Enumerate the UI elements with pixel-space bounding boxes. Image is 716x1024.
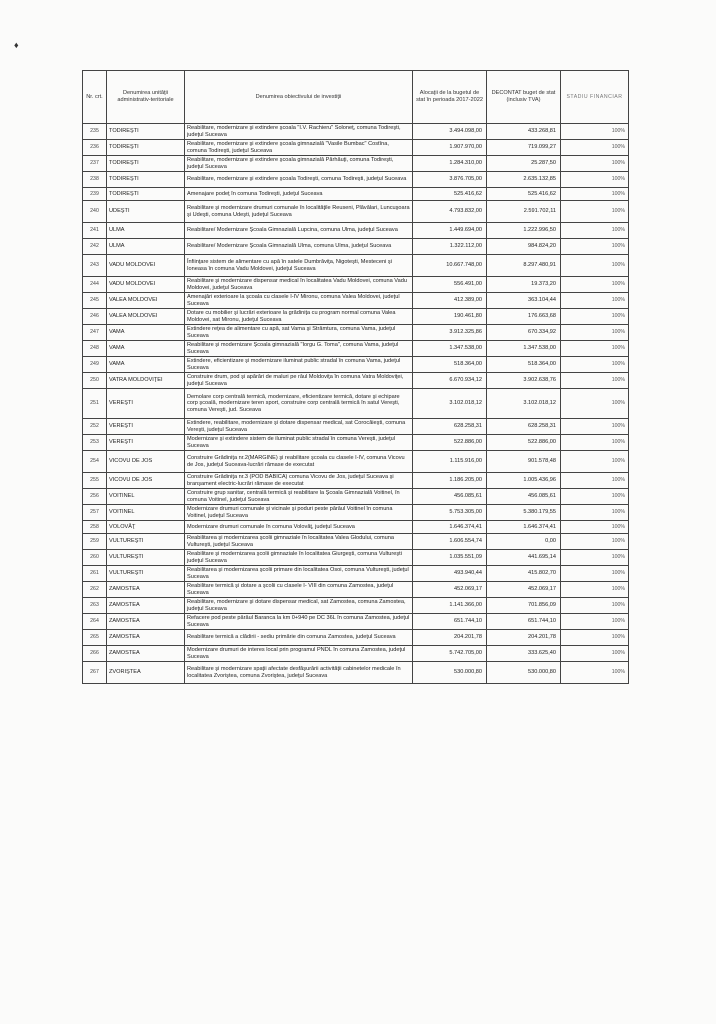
row-nr: 260 <box>83 550 107 566</box>
row-nr: 243 <box>83 255 107 277</box>
row-alocatii: 651.744,10 <box>413 614 487 630</box>
row-nr: 262 <box>83 582 107 598</box>
table-row <box>83 357 629 373</box>
table-row <box>83 255 629 277</box>
row-alocatii: 1.284.310,00 <box>413 156 487 172</box>
row-obiectiv: Modernizare drumuri comunale şi vicinale şi poduri peste pârâul Voitinel în comuna Voitinel, judeţul Suceava <box>185 505 413 521</box>
row-uat: VALEA MOLDOVEI <box>107 309 185 325</box>
row-decontat: 2.635.132,85 <box>487 172 561 188</box>
row-uat: VULTUREŞTI <box>107 534 185 550</box>
row-stadiu: 100% <box>561 156 629 172</box>
row-decontat: 176.663,68 <box>487 309 561 325</box>
row-uat: ZAMOSTEA <box>107 630 185 646</box>
row-alocatii: 1.449.694,00 <box>413 223 487 239</box>
row-nr: 244 <box>83 277 107 293</box>
row-uat: VAMA <box>107 325 185 341</box>
row-alocatii: 4.793.832,00 <box>413 201 487 223</box>
header-decontat: DECONTAT buget de stat (inclusiv TVA) <box>487 71 561 124</box>
row-uat: VULTUREŞTI <box>107 550 185 566</box>
row-decontat: 984.824,20 <box>487 239 561 255</box>
row-decontat: 525.416,62 <box>487 188 561 201</box>
row-uat: ZAMOSTEA <box>107 598 185 614</box>
row-nr: 246 <box>83 309 107 325</box>
row-nr: 240 <box>83 201 107 223</box>
row-stadiu: 100% <box>561 582 629 598</box>
row-alocatii: 6.670.934,12 <box>413 373 487 389</box>
row-uat: ZAMOSTEA <box>107 646 185 662</box>
row-stadiu: 100% <box>561 550 629 566</box>
row-obiectiv: Reabilitare şi modernizare dispensar medical în localitatea Vadu Moldovei, comuna Vadu Moldovei, judeţul Suceava <box>185 277 413 293</box>
row-alocatii: 10.667.748,00 <box>413 255 487 277</box>
row-uat: TODIREŞTI <box>107 188 185 201</box>
table-row <box>83 188 629 201</box>
row-decontat: 901.578,48 <box>487 451 561 473</box>
row-stadiu: 100% <box>561 662 629 684</box>
row-stadiu: 100% <box>561 646 629 662</box>
row-decontat: 518.364,00 <box>487 357 561 373</box>
row-stadiu: 100% <box>561 451 629 473</box>
row-uat: VEREŞTI <box>107 389 185 419</box>
row-stadiu: 100% <box>561 201 629 223</box>
row-alocatii: 525.416,62 <box>413 188 487 201</box>
row-decontat: 1.005.436,96 <box>487 473 561 489</box>
row-stadiu: 100% <box>561 534 629 550</box>
row-obiectiv: Reabilitare, modernizare şi extindere şcoala Todireşti, comuna Todireşti, judeţul Suceava <box>185 172 413 188</box>
row-nr: 248 <box>83 341 107 357</box>
row-decontat: 670.334,92 <box>487 325 561 341</box>
table-row <box>83 140 629 156</box>
row-nr: 265 <box>83 630 107 646</box>
header-alocatii: Alocaţii de la bugetul de stat în perioada 2017-2022 <box>413 71 487 124</box>
table-row <box>83 223 629 239</box>
row-obiectiv: Construire Grădiniţa nr.3 (POD BABICA) comuna Vicovu de Jos, judeţul Suceava şi branşament electric-lucrări rămase de executat <box>185 473 413 489</box>
row-obiectiv: Reabilitare şi modernizare drumuri comunale în localităţile Reuseni, Plăvălari, Luncuşoara şi Udeşti, comuna Udeşti, judeţul Suceava <box>185 201 413 223</box>
row-obiectiv: Dotare cu mobilier şi lucrări exterioare la grădiniţa cu program normal comuna Valea Moldovei, sat Mironu, judeţul Suceava <box>185 309 413 325</box>
table-row <box>83 505 629 521</box>
row-stadiu: 100% <box>561 255 629 277</box>
table-row <box>83 293 629 309</box>
row-nr: 238 <box>83 172 107 188</box>
row-obiectiv: Demolare corp centrală termică, modernizare, eficientizare termică, dotare şi echipare corp şcoală, modernizare teren sport, construire corp centrală termică în satul Vereşti, comuna Vereşti, jud. Suceava <box>185 389 413 419</box>
row-alocatii: 1.186.205,00 <box>413 473 487 489</box>
row-stadiu: 100% <box>561 505 629 521</box>
table-row <box>83 172 629 188</box>
row-stadiu: 100% <box>561 309 629 325</box>
row-nr: 235 <box>83 124 107 140</box>
row-uat: VEREŞTI <box>107 419 185 435</box>
row-stadiu: 100% <box>561 239 629 255</box>
row-decontat: 415.802,70 <box>487 566 561 582</box>
row-obiectiv: Înfiinţare sistem de alimentare cu apă în satele Dumbrăviţa, Nigoteşti, Mesteceni şi Ioneasa în comuna Vadu Moldovei, judeţul Suceava <box>185 255 413 277</box>
row-uat: TODIREŞTI <box>107 140 185 156</box>
row-nr: 249 <box>83 357 107 373</box>
row-uat: VICOVU DE JOS <box>107 451 185 473</box>
row-uat: VATRA MOLDOVIŢEI <box>107 373 185 389</box>
row-alocatii: 1.141.366,00 <box>413 598 487 614</box>
table-row <box>83 473 629 489</box>
row-nr: 258 <box>83 521 107 534</box>
header-nr: Nr. crt. <box>83 71 107 124</box>
table-row <box>83 341 629 357</box>
row-obiectiv: Amenajare podeţ în comuna Todireşti, judeţul Suceava <box>185 188 413 201</box>
table-row <box>83 277 629 293</box>
row-obiectiv: Extindere, reabilitare, modernizare şi dotare dispensar medical, sat Corocăieşti, comuna Vereşti, judeţul Suceava <box>185 419 413 435</box>
row-alocatii: 5.742.705,00 <box>413 646 487 662</box>
row-nr: 261 <box>83 566 107 582</box>
table-row <box>83 389 629 419</box>
row-stadiu: 100% <box>561 521 629 534</box>
row-alocatii: 3.102.018,12 <box>413 389 487 419</box>
row-uat: TODIREŞTI <box>107 156 185 172</box>
row-obiectiv: Reabilitare, modernizare şi extindere şcoala gimnazială "Vasile Bumbac" Costîna, comuna Todireşti, judeţul Suceava <box>185 140 413 156</box>
row-alocatii: 1.606.554,74 <box>413 534 487 550</box>
row-uat: VOLOVĂŢ <box>107 521 185 534</box>
row-stadiu: 100% <box>561 293 629 309</box>
row-obiectiv: Reabilitare, modernizare şi extindere şcoala "I.V. Rachieru" Soloneţ, comuna Todireşti, judeţul Suceava <box>185 124 413 140</box>
row-alocatii: 493.940,44 <box>413 566 487 582</box>
row-decontat: 0,00 <box>487 534 561 550</box>
row-uat: VEREŞTI <box>107 435 185 451</box>
row-uat: VADU MOLDOVEI <box>107 277 185 293</box>
row-obiectiv: Construire grup sanitar, centrală termică şi reabilitare la Şcoala Gimnazială Voitinel, în comuna Voitinel, judeţul Suceava <box>185 489 413 505</box>
investment-table <box>82 70 629 684</box>
header-obiectiv: Denumirea obiectivului de investiţii <box>185 71 413 124</box>
table-row <box>83 373 629 389</box>
row-nr: 247 <box>83 325 107 341</box>
row-stadiu: 100% <box>561 277 629 293</box>
row-alocatii: 456.085,61 <box>413 489 487 505</box>
row-alocatii: 1.907.970,00 <box>413 140 487 156</box>
row-alocatii: 530.000,80 <box>413 662 487 684</box>
row-nr: 267 <box>83 662 107 684</box>
row-decontat: 25.287,50 <box>487 156 561 172</box>
row-nr: 266 <box>83 646 107 662</box>
row-decontat: 2.591.702,11 <box>487 201 561 223</box>
row-uat: TODIREŞTI <box>107 124 185 140</box>
row-stadiu: 100% <box>561 566 629 582</box>
row-alocatii: 1.646.374,41 <box>413 521 487 534</box>
row-nr: 241 <box>83 223 107 239</box>
row-stadiu: 100% <box>561 419 629 435</box>
table-row <box>83 124 629 140</box>
row-nr: 245 <box>83 293 107 309</box>
row-obiectiv: Reabilitare şi modernizare spaţii afectate desfăşurării activităţii cabinetelor medicale în localitatea Zvoriştea, comuna Zvoriştea, judeţul Suceava <box>185 662 413 684</box>
row-decontat: 1.646.374,41 <box>487 521 561 534</box>
table-row <box>83 550 629 566</box>
row-uat: ZAMOSTEA <box>107 582 185 598</box>
header-uat: Denumirea unităţii administrativ-teritoriale <box>107 71 185 124</box>
table-row <box>83 614 629 630</box>
row-uat: ZAMOSTEA <box>107 614 185 630</box>
row-nr: 263 <box>83 598 107 614</box>
row-alocatii: 3.494.098,00 <box>413 124 487 140</box>
row-stadiu: 100% <box>561 614 629 630</box>
page-mark: ♦ <box>14 40 19 50</box>
row-obiectiv: Construire drum, pod şi apărări de maluri pe râul Moldoviţa în comuna Vatra Moldoviţei, judeţul Suceava <box>185 373 413 389</box>
row-stadiu: 100% <box>561 435 629 451</box>
row-obiectiv: Extindere, eficientizare şi modernizare iluminat public stradal în comuna Vama, judeţul Suceava <box>185 357 413 373</box>
row-nr: 254 <box>83 451 107 473</box>
row-stadiu: 100% <box>561 188 629 201</box>
row-nr: 256 <box>83 489 107 505</box>
row-obiectiv: Reabilitare/ Modernizare Şcoala Gimnazială Lupcina, comuna Ulma, judeţul Suceava <box>185 223 413 239</box>
row-stadiu: 100% <box>561 373 629 389</box>
row-decontat: 719.099,27 <box>487 140 561 156</box>
table-body <box>83 124 629 684</box>
table-row <box>83 239 629 255</box>
row-obiectiv: Reabilitare termică şi dotare a şcolii cu clasele I- VIII din comuna Zamostea, judeţul Suceava <box>185 582 413 598</box>
row-uat: ZVORIŞTEA <box>107 662 185 684</box>
row-stadiu: 100% <box>561 598 629 614</box>
row-nr: 237 <box>83 156 107 172</box>
row-obiectiv: Reabilitare, modernizare şi extindere şcoala gimnazială Părhăuţi, comuna Todireşti, judeţul Suceava <box>185 156 413 172</box>
row-stadiu: 100% <box>561 357 629 373</box>
investment-table-sheet <box>82 70 628 684</box>
row-decontat: 3.902.638,76 <box>487 373 561 389</box>
row-decontat: 3.102.018,12 <box>487 389 561 419</box>
table-row <box>83 309 629 325</box>
row-uat: TODIREŞTI <box>107 172 185 188</box>
row-nr: 239 <box>83 188 107 201</box>
row-uat: VAMA <box>107 357 185 373</box>
row-obiectiv: Modernizare şi extindere sistem de iluminat public stradal în comuna Vereşti, judeţul Suceava <box>185 435 413 451</box>
row-decontat: 522.886,00 <box>487 435 561 451</box>
row-alocatii: 1.035.551,09 <box>413 550 487 566</box>
row-obiectiv: Amenajări exterioare la şcoala cu clasele I-IV Mironu, comuna Valea Moldovei, judeţul Suceava <box>185 293 413 309</box>
row-decontat: 628.258,31 <box>487 419 561 435</box>
row-alocatii: 556.491,00 <box>413 277 487 293</box>
row-stadiu: 100% <box>561 325 629 341</box>
row-uat: ULMA <box>107 239 185 255</box>
row-nr: 264 <box>83 614 107 630</box>
table-row <box>83 662 629 684</box>
row-uat: VOITINEL <box>107 505 185 521</box>
row-decontat: 204.201,78 <box>487 630 561 646</box>
row-alocatii: 518.364,00 <box>413 357 487 373</box>
row-decontat: 333.625,40 <box>487 646 561 662</box>
row-obiectiv: Reabilitarea şi modernizarea şcolii primare din localitatea Osoi, comuna Vultureşti, judeţul Suceava <box>185 566 413 582</box>
row-obiectiv: Reabilitare şi modernizare Şcoala gimnazială "Iorgu G. Toma", comuna Vama, judeţul Suceava <box>185 341 413 357</box>
table-row <box>83 419 629 435</box>
row-uat: VALEA MOLDOVEI <box>107 293 185 309</box>
row-alocatii: 452.069,17 <box>413 582 487 598</box>
row-decontat: 1.222.996,50 <box>487 223 561 239</box>
row-nr: 259 <box>83 534 107 550</box>
row-alocatii: 1.115.916,00 <box>413 451 487 473</box>
row-nr: 255 <box>83 473 107 489</box>
row-decontat: 363.104,44 <box>487 293 561 309</box>
table-row <box>83 521 629 534</box>
row-obiectiv: Modernizare drumuri de interes local prin programul PNDL în comuna Zamostea, judeţul Suceava <box>185 646 413 662</box>
row-obiectiv: Construire Grădiniţa nr.2(MARGINE) şi reabilitare şcoala cu clasele I-IV, comuna Vicovu de Jos, judeţul Suceava-lucrări rămase de executat <box>185 451 413 473</box>
table-row <box>83 566 629 582</box>
row-alocatii: 412.389,00 <box>413 293 487 309</box>
row-obiectiv: Refacere pod peste pârâul Baranca la km 0+940 pe DC 36L în comuna Zamostea, judeţul Suceava <box>185 614 413 630</box>
row-alocatii: 204.201,78 <box>413 630 487 646</box>
row-decontat: 456.085,61 <box>487 489 561 505</box>
row-uat: VAMA <box>107 341 185 357</box>
row-nr: 252 <box>83 419 107 435</box>
row-obiectiv: Reabilitare şi modernizarea şcolii gimnaziale în localitatea Giurgeşti, comuna Vultureşti judeţul Suceava <box>185 550 413 566</box>
row-stadiu: 100% <box>561 489 629 505</box>
row-decontat: 8.297.480,91 <box>487 255 561 277</box>
row-obiectiv: Extindere reţea de alimentare cu apă, sat Vama şi Strâmtura, comuna Vama, judeţul Suceava <box>185 325 413 341</box>
row-nr: 251 <box>83 389 107 419</box>
table-row <box>83 489 629 505</box>
row-decontat: 441.695,14 <box>487 550 561 566</box>
row-decontat: 1.347.538,00 <box>487 341 561 357</box>
table-row <box>83 534 629 550</box>
row-stadiu: 100% <box>561 341 629 357</box>
row-nr: 250 <box>83 373 107 389</box>
row-nr: 253 <box>83 435 107 451</box>
row-decontat: 701.856,09 <box>487 598 561 614</box>
row-stadiu: 100% <box>561 140 629 156</box>
table-header-row <box>83 71 629 124</box>
row-uat: UDEŞTI <box>107 201 185 223</box>
row-obiectiv: Reabilitare termică a clădirii - sediu primărie din comuna Zamostea, judeţul Suceava <box>185 630 413 646</box>
table-row <box>83 582 629 598</box>
row-uat: VULTUREŞTI <box>107 566 185 582</box>
row-alocatii: 1.322.112,00 <box>413 239 487 255</box>
row-alocatii: 1.347.538,00 <box>413 341 487 357</box>
row-obiectiv: Reabilitarea şi modernizarea şcolii gimnaziale în localitatea Valea Glodului, comuna Vultureşti, judeţul Suceava <box>185 534 413 550</box>
row-decontat: 433.268,81 <box>487 124 561 140</box>
table-row <box>83 646 629 662</box>
table-row <box>83 451 629 473</box>
row-alocatii: 3.912.325,86 <box>413 325 487 341</box>
row-uat: VICOVU DE JOS <box>107 473 185 489</box>
row-decontat: 452.069,17 <box>487 582 561 598</box>
table-row <box>83 325 629 341</box>
row-stadiu: 100% <box>561 124 629 140</box>
row-nr: 236 <box>83 140 107 156</box>
row-alocatii: 628.258,31 <box>413 419 487 435</box>
row-decontat: 651.744,10 <box>487 614 561 630</box>
row-decontat: 19.373,20 <box>487 277 561 293</box>
row-decontat: 5.380.179,55 <box>487 505 561 521</box>
row-obiectiv: Modernizare drumuri comunale în comuna Volovăţ, judeţul Suceava <box>185 521 413 534</box>
row-alocatii: 190.461,80 <box>413 309 487 325</box>
table-row <box>83 156 629 172</box>
row-stadiu: 100% <box>561 630 629 646</box>
row-uat: ULMA <box>107 223 185 239</box>
row-stadiu: 100% <box>561 223 629 239</box>
row-obiectiv: Reabilitare, modernizare şi dotare dispensar medical, sat Zamostea, comuna Zamostea, judeţul Suceava <box>185 598 413 614</box>
row-stadiu: 100% <box>561 172 629 188</box>
row-uat: VADU MOLDOVEI <box>107 255 185 277</box>
row-alocatii: 5.753.305,00 <box>413 505 487 521</box>
row-nr: 257 <box>83 505 107 521</box>
row-stadiu: 100% <box>561 473 629 489</box>
table-row <box>83 598 629 614</box>
row-uat: VOITINEL <box>107 489 185 505</box>
row-stadiu: 100% <box>561 389 629 419</box>
row-obiectiv: Reabilitare/ Modernizare Şcoala Gimnazială Ulma, comuna Ulma, judeţul Suceava <box>185 239 413 255</box>
row-nr: 242 <box>83 239 107 255</box>
row-alocatii: 522.886,00 <box>413 435 487 451</box>
header-stadiu: STADIU FINANCIAR <box>561 71 629 124</box>
table-row <box>83 201 629 223</box>
row-decontat: 530.000,80 <box>487 662 561 684</box>
table-row <box>83 630 629 646</box>
row-alocatii: 3.876.705,00 <box>413 172 487 188</box>
table-row <box>83 435 629 451</box>
